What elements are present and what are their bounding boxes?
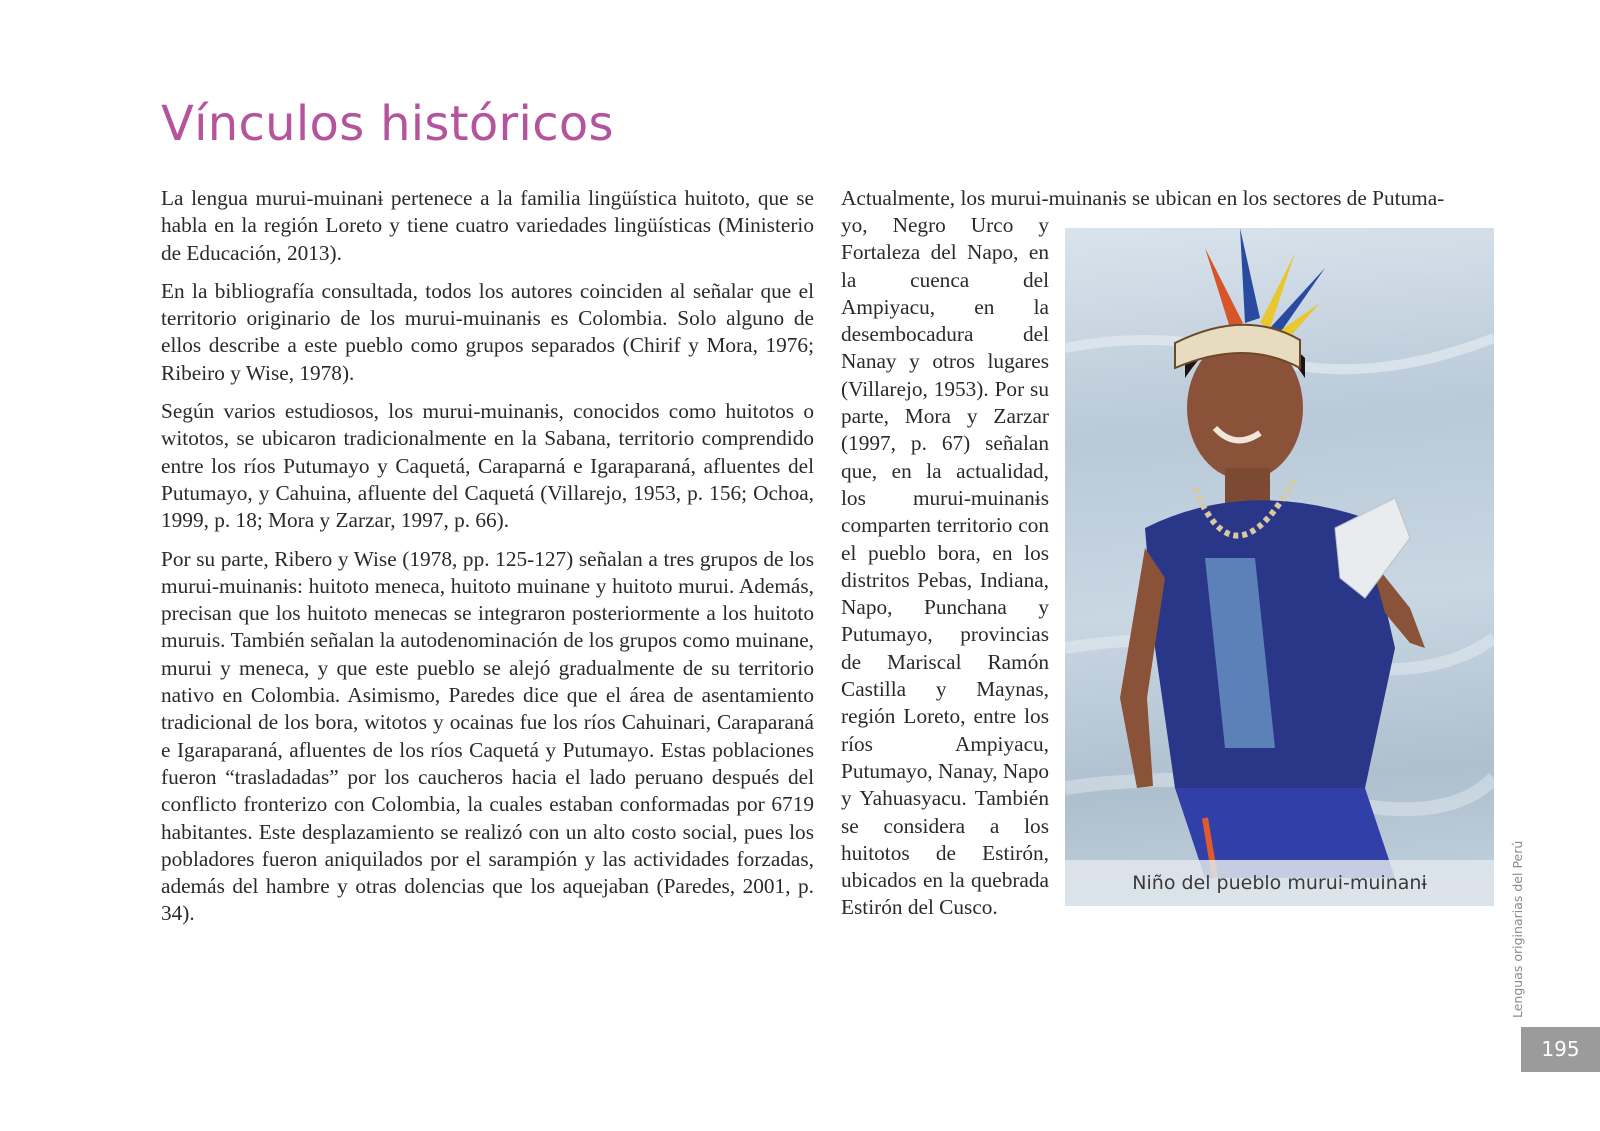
paragraph: En la bibliografía consultada, todos los autores coinciden al señalar que el territorio originario de los murui-muinanɨs es Colombia. Solo alguno de ellos describe a este pueblo como grupos separados (Chirif y Mora, 1976; Ribeiro y Wise, 1978). — [161, 278, 814, 385]
photo-caption: Niño del pueblo murui-muinanɨ — [1065, 860, 1494, 906]
left-column — [161, 185, 814, 939]
paragraph: Por su parte, Ribero y Wise (1978, pp. 125-127) señalan a tres grupos de los murui-muinanɨs: huitoto meneca, huitoto muinane y huitoto murui. Además, precisan que los huitoto menecas se integraron posteriormente a los huitoto muruis. También señalan la autodenominación de los grupos como muinane, murui y meneca, y que este pueblo se alejó gradualmente de su territorio nativo en Colombia. Asimismo, Paredes dice que el área de asentamiento tradicional de los bora, witotos y ocainas fue los ríos Cahuinari, Caraparaná e Igaraparaná, afluentes de los ríos Caquetá y Putumayo. Estas poblaciones fueron “trasladadas” por los caucheros hacia el lado peruano después del conflicto fronterizo con Colombia, la cuales estaban conformadas por 6719 habitantes. Este desplazamiento se realizó con un alto costo social, pues los pobladores fueron aniquilados por el sarampión y las actividades forzadas, además del hambre y otras dolencias que los aquejaban (Paredes, 2001, p. 34). — [161, 546, 814, 926]
boy-illustration — [1065, 228, 1494, 906]
page-title: Vínculos históricos — [161, 96, 614, 152]
paragraph: Según varios estudiosos, los murui-muinanɨs, conocidos como huitotos o witotos, se ubicaron tradicionalmente en la Sabana, territorio comprendido entre los ríos Putumayo y Caquetá, Caraparná e Igaraparaná, afluentes del Putumayo, y Cahuina, afluente del Caquetá (Villarejo, 1953, p. 156; Ochoa, 1999, p. 18; Mora y Zarzar, 1997, p. 66). — [161, 399, 814, 533]
book-title: Lenguas originarias del Perú — [1510, 840, 1525, 1018]
paragraph: La lengua murui-muinanɨ pertenece a la familia lingüística huitoto, que se habla en la región Loreto y tiene cuatro variedades lingüísticas (Ministerio de Educación, 2013). — [161, 186, 814, 265]
page-number: 195 — [1521, 1027, 1600, 1072]
right-column-first-line: Actualmente, los murui-muinanɨs se ubican en los sectores de Putuma- — [841, 186, 1445, 210]
boy-photo — [1065, 228, 1494, 906]
right-column-text: yo, Negro Urco y Fortaleza del Napo, en la cuenca del Ampiyacu, en la desembocadura del Nanay y otros lugares (Villarejo, 1953). Por su parte, Mora y Zarzar (1997, p. 67) señalan que, en la actualidad, los murui-muinanɨs comparten territorio con el pueblo bora, en los distritos Pebas, Indiana, Napo, Punchana y Putumayo, provincias de Mariscal Ramón Castilla y Maynas, región Loreto, entre los ríos Ampiyacu, Putumayo, Nanay, Napo y Yahuasyacu. También se considera a los huitotos de Estirón, ubicados en la quebrada Estirón del Cusco. — [841, 213, 1049, 920]
